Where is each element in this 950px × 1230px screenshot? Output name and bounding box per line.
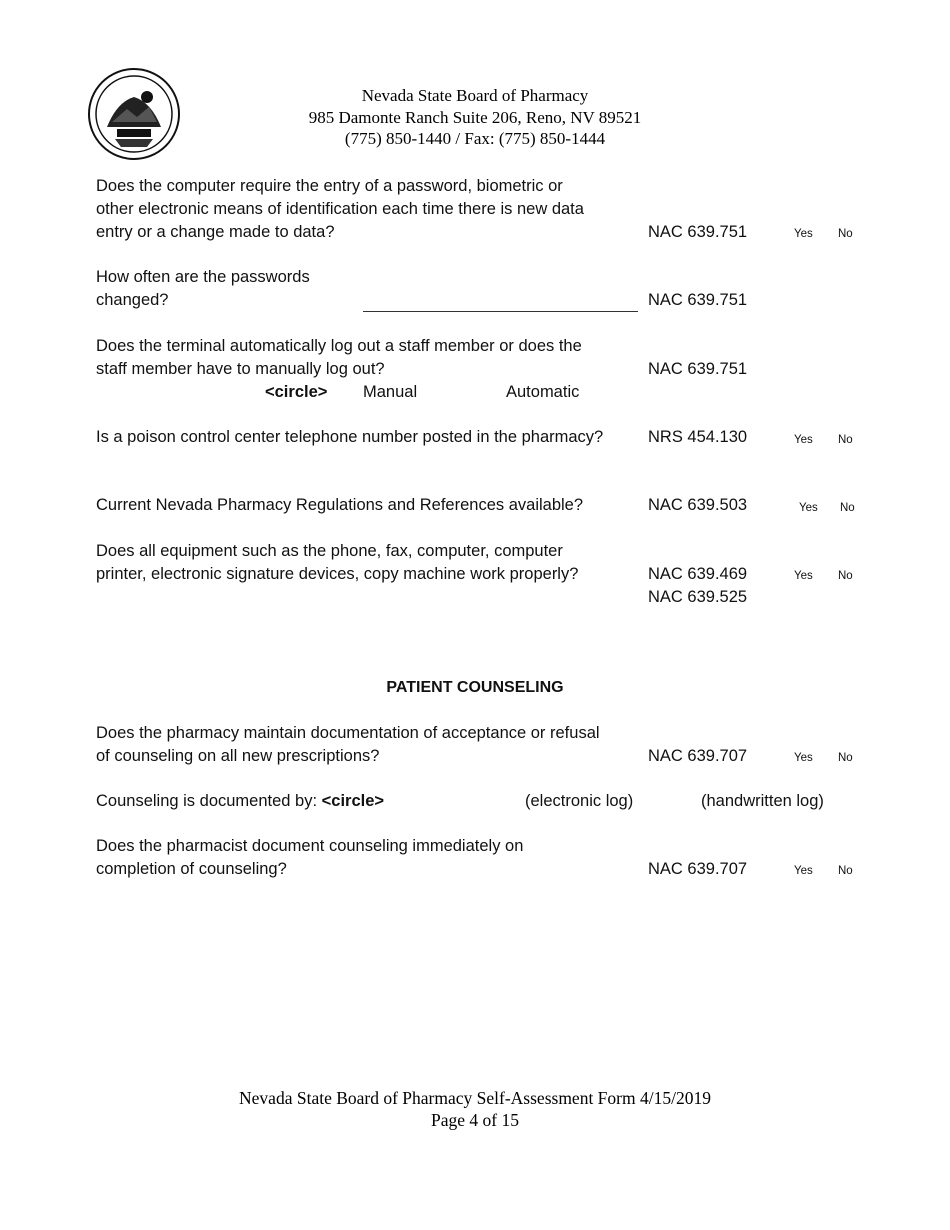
question-label: Counseling is documented by: [96, 792, 322, 810]
question-text: changed? [96, 291, 169, 309]
question-text: How often are the passwords [96, 268, 310, 286]
header-org: Nevada State Board of Pharmacy [361, 86, 589, 105]
option-electronic-log[interactable]: (electronic log) [525, 792, 634, 810]
header-phone: (775) 850-1440 / Fax: (775) 850-1444 [344, 129, 606, 148]
yes-option[interactable]: Yes [794, 865, 813, 877]
regulation-ref: NAC 639.751 [648, 223, 748, 241]
question-text: Does the pharmacy maintain documentation of acceptance or refusal [96, 724, 600, 742]
answer-blank-line[interactable] [363, 311, 638, 312]
option-manual[interactable]: Manual [363, 383, 418, 401]
yes-option[interactable]: Yes [794, 228, 813, 240]
regulation-ref: NAC 639.751 [648, 291, 748, 309]
regulation-ref: NAC 639.469 [648, 565, 748, 583]
header-address: 985 Damonte Ranch Suite 206, Reno, NV 89521 [308, 107, 642, 127]
regulation-ref: NAC 639.707 [648, 860, 748, 878]
regulation-ref: NAC 639.525 [648, 588, 748, 606]
no-option[interactable]: No [838, 434, 853, 446]
yes-option[interactable]: Yes [794, 434, 813, 446]
question-text: Does all equipment such as the phone, fax, computer, computer [96, 542, 563, 560]
question-text: Is a poison control center telephone number posted in the pharmacy? [96, 428, 604, 446]
circle-instruction: <circle> [321, 792, 385, 810]
no-option[interactable]: No [840, 502, 855, 514]
yes-option[interactable]: Yes [799, 502, 818, 514]
no-option[interactable]: No [838, 752, 853, 764]
question-text: Does the terminal automatically log out a staff member or does the [96, 337, 582, 355]
question-text: other electronic means of identification each time there is new data [96, 200, 584, 218]
yes-option[interactable]: Yes [794, 752, 813, 764]
no-option[interactable]: No [838, 570, 853, 582]
question-text: staff member have to manually log out? [96, 360, 385, 378]
footer-form-title: Nevada State Board of Pharmacy Self-Assessment Form 4/15/2019 [239, 1088, 711, 1108]
circle-instruction: <circle> [265, 383, 328, 401]
question-text: completion of counseling? [96, 860, 287, 878]
regulation-ref: NAC 639.503 [648, 496, 748, 514]
question-text: Does the computer require the entry of a password, biometric or [96, 177, 563, 195]
question-text: Does the pharmacist document counseling immediately on [96, 837, 524, 855]
footer-page-number: Page 4 of 15 [431, 1110, 519, 1130]
question-text: Current Nevada Pharmacy Regulations and References available? [96, 496, 584, 514]
question-text: of counseling on all new prescriptions? [96, 747, 380, 765]
no-option[interactable]: No [838, 228, 853, 240]
yes-option[interactable]: Yes [794, 570, 813, 582]
regulation-ref: NAC 639.751 [648, 360, 748, 378]
section-title-patient-counseling: PATIENT COUNSELING [386, 679, 564, 696]
question-text: entry or a change made to data? [96, 223, 335, 241]
regulation-ref: NRS 454.130 [648, 428, 748, 446]
no-option[interactable]: No [838, 865, 853, 877]
question-text [96, 790, 384, 813]
option-automatic[interactable]: Automatic [506, 383, 580, 401]
question-text: printer, electronic signature devices, copy machine work properly? [96, 565, 579, 583]
regulation-ref: NAC 639.707 [648, 747, 748, 765]
option-handwritten-log[interactable]: (handwritten log) [701, 792, 824, 810]
